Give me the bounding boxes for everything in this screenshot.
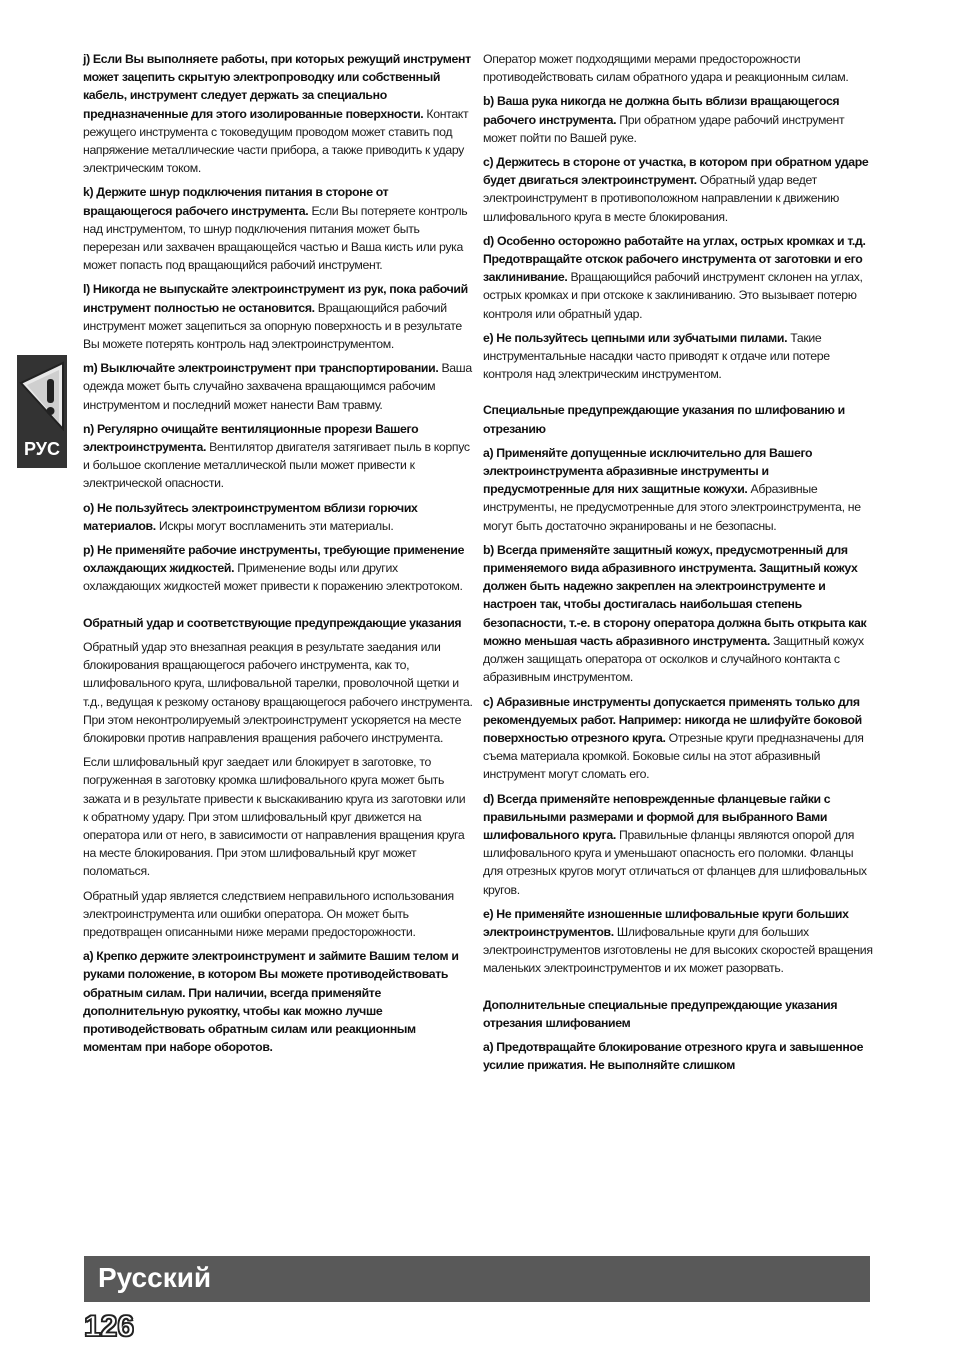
list-item: a) Применяйте допущенные исключительно для Вашего электроинструмента абразивные инструменты и предусмотренные для них защитные кожухи. Абразивные инструменты, не предусмотренные для этого электроинструмента, не могут быть достаточно экранированы и не безопасны. [483, 445, 861, 533]
list-item: p) Не применяйте рабочие инструменты, требующие применение охлаждающих жидкостей. Применение воды или других охлаждающих жидкостей может привести к поражению электротоком. [83, 543, 465, 594]
list-item: m) Выключайте электроинструмент при транспортировании. Ваша одежда может быть случайно захвачена вращающимся рабочим инструментом и последний может нанести Вам травму. [83, 361, 472, 412]
footer-title: Русский [98, 1262, 212, 1293]
list-item: a) Предотвращайте блокирование отрезного круга и завышенное усилие прижатия. Не выполняйте слишком [483, 1039, 864, 1073]
list-item: a) Крепко держите электроинструмент и займите Вашим телом и руками положение, в котором Вы можете противодействовать обратным силам. При наличии, всегда применяйте дополнительную рукоятку, чтобы как можно лучше противодействовать обратным силам или реакционным моментам при наборе оборотов. [83, 949, 459, 1055]
left-column [83, 50, 473, 1062]
list-item: n) Регулярно очищайте вентиляционные прорези Вашего электроинструмента. Вентилятор двигателя затягивает пыль в корпус и большое скопление металлической пыли может привести к электрической опасности. [83, 421, 470, 491]
section-heading: Специальные предупреждающие указания по шлифованию и отрезанию [483, 403, 845, 436]
list-item: b) Ваша рука никогда не должна быть вблизи вращающегося рабочего инструмента. При обратном ударе рабочий инструмент может пойти по Вашей руке. [483, 94, 845, 145]
list-item: o) Не пользуйтесь электроинструментом вблизи горючих материалов. Искры могут воспламенить эти материалы. [83, 500, 418, 533]
right-column [483, 50, 873, 1080]
paragraph: Обратный удар это внезапная реакция в результате заедания или блокирования вращающегося рабочего инструмента, как то, шлифовального круга, шлифовальной тарелки, проволочной щетки и т.д., ведущая к резкому останову вращающегося рабочего инструмента. При этом неконтролируемый электроинструмент ускоряется на месте блокировки против направления вращения рабочего инструмента. [83, 639, 473, 745]
list-item: c) Абразивные инструменты допускается применять только для рекомендуемых работ. Например: никогда не шлифуйте боковой поверхностью отрезного круга. Отрезные круги предназначены для съема материала кромкой. Боковые силы на этот абразивный инструмент могут сломать его. [483, 694, 864, 782]
section-heading: Обратный удар и соответствующие предупреждающие указания [83, 615, 462, 630]
list-item: e) Не пользуйтесь цепными или зубчатыми пилами. Такие инструментальные насадки часто приводят к отдаче или потере контроля над электрическим инструментом. [483, 330, 830, 382]
list-item: b) Всегда применяйте защитный кожух, предусмотренный для применяемого вида абразивного инструмента. Защитный кожух должен быть надежно закреплен на электроинструменте и настроен так, чтобы достигалась наибольшая степень безопасности, т.-е. в сторону оператора должна быть открыта как можно меньшая часть абразивного инструмента. Защитный кожух должен защищать оператора от осколков и случайного контакта с абразивным инструментом. [483, 542, 867, 685]
warning-triangle-icon [17, 361, 67, 431]
list-item: c) Держитесь в стороне от участка, в котором при обратном ударе будет двигаться электроинструмент. Обратный удар ведет электроинструмент в противоположном направлении к движению шлифовального круга в месте блокирования. [483, 155, 869, 224]
language-label: РУС [24, 439, 60, 459]
list-item: d) Особенно осторожно работайте на углах, острых кромках и т.д. Предотвращайте отскок рабочего инструмента от заготовки и его заклинивание. Вращающийся рабочий инструмент склонен на углах, острых кромках и при отскоке к заклиниванию. Это вызывает потерю контроля или обратный удар. [483, 233, 866, 321]
list-item: l) Никогда не выпускайте электроинструмент из рук, пока рабочий инструмент полностью не остановится. Вращающийся рабочий инструмент может зацепиться за опорную поверхность и в результате Вы можете потерять контроль над электроинструментом. [83, 282, 468, 352]
list-item: d) Всегда применяйте неповрежденные фланцевые гайки с правильными размерами и формой для выбранного Вами шлифовального круга. Правильные фланцы являются опорой для шлифовального круга и уменьшают опасность его поломки. Фланцы для отрезных кругов могут отличаться от фланцев для шлифовальных кругов. [483, 791, 867, 897]
paragraph: Оператор может подходящими мерами предосторожности противодействовать силам обратного удара и реакционным силам. [483, 52, 849, 85]
section-heading: Дополнительные специальные предупреждающие указания отрезания шлифованием [483, 997, 838, 1030]
list-item: e) Не применяйте изношенные шлифовальные круги больших электроинструментов. Шлифовальные круги для больших электроинструментов изготовлены не для высоких скоростей вращения маленьких электроинструментов и их может разорвать. [483, 906, 873, 976]
footer-language-bar [84, 1256, 870, 1302]
page-number: 126 [84, 1310, 135, 1343]
paragraph: Обратный удар является следствием неправильного использования электроинструмента или ошибки оператора. Он может быть предотвращен описанными ниже мерами предосторожности. [83, 888, 454, 939]
list-item: j) Если Вы выполняете работы, при которых режущий инструмент может зацепить скрытую электропроводку или собственный кабель, инструмент следует держать за специально предназначенные для этого изолированные поверхности. Контакт режущего инструмента с токоведущим проводом может ставить под напряжение металлические части прибора, а также приводить к удару электрическим током. [83, 52, 471, 176]
list-item: k) Держите шнур подключения питания в стороне от вращающегося рабочего инструмента. Если Вы потеряете контроль над инструментом, то шнур подключения питания может быть перерезан или захвачен вращающейся частью и Ваша кисть или рука может попасть под вращающийся рабочий инструмент. [83, 185, 468, 273]
language-badge [17, 355, 67, 468]
paragraph: Если шлифовальный круг заедает или блокирует в заготовке, то погруженная в заготовку кромка шлифовального круга может быть зажата и в результате привести к выскакиванию круга из заготовки или к обратному удару. При этом шлифовальный круг движется на оператора или от него, в зависимости от направления вращения круга на месте блокирования. При этом шлифовальный круг может поломаться. [83, 755, 466, 879]
